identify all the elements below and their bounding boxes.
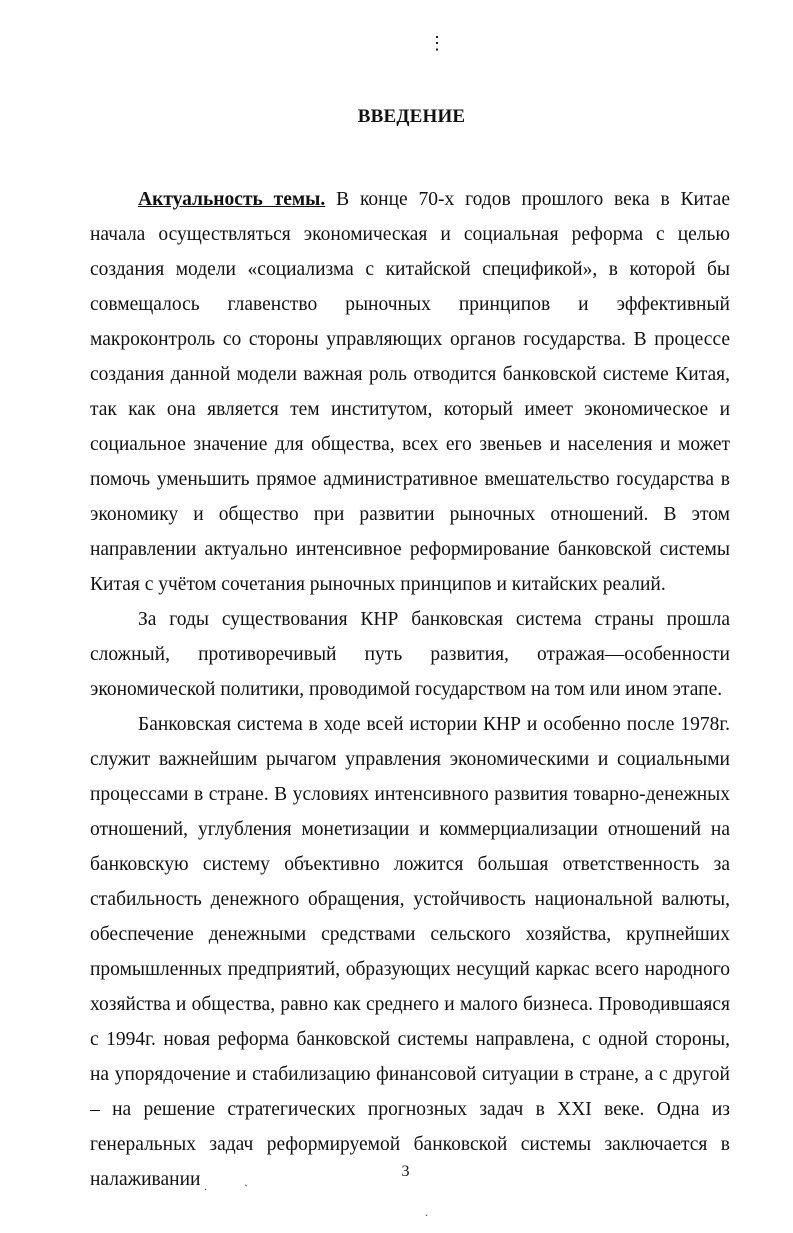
page-number: 3 [401,1163,410,1180]
paragraph-history [90,602,730,707]
top-margin-mark: ⋮ [428,33,446,53]
paragraph-text: В конце 70-х годов прошлого века в Китае начала осуществляться экономическая и социальная реформа с целью создания модели «социализма с китайской спецификой», в которой бы совмещалось главенство рыночных принципов и эффективный макроконтроль со стороны управляющих органов государства. В процессе создания данной модели важная роль отводится банковской системе Китая, так как она является тем институтом, который имеет экономическое и социальное значение для общества, всех его звеньев и населения и может помочь уменьшить прямое административное вмешательство государства в экономику и общество при развитии рыночных отношений. В этом направлении актуально интенсивное реформирование банковской системы Китая с учётом сочетания рыночных принципов и китайских реалий. [90,189,730,595]
paragraph-text: За годы существования КНР банковская система страны прошла сложный, противоречивый путь развития, отражая—особенности экономической политики, проводимой государством на том или ином этапе. [90,609,730,700]
page-title: ВВЕДЕНИЕ [357,106,466,127]
scan-speck: ˎ [244,1173,248,1187]
paragraph-banking-system [90,707,730,1197]
paragraph-text: Банковская система в ходе всей истории КНР и особенно после 1978г. служит важнейшим рычагом управления экономическими и социальными процессами в стране. В условиях интенсивного развития товарно-денежных отношений, углубления монетизации и коммерциализации отношений на банковскую систему объективно ложится большая ответственность за стабильность денежного обращения, устойчивость национальной валюты, обеспечение денежными средствами сельского хозяйства, крупнейших промышленных предприятий, образующих несущий каркас всего народного хозяйства и общества, равно как среднего и малого бизнеса. Проводившаяся с 1994г. новая реформа банковской системы направлена, с одной стороны, на упорядочение и стабилизацию финансовой ситуации в стране, а с другой – на решение стратегических прогнозных задач в XXI веке. Одна из генеральных задач реформируемой банковской системы заключается в налаживании [90,714,730,1190]
paragraph-relevance [90,182,730,602]
relevance-heading: Актуальность темы. [138,189,326,210]
body-text [90,182,730,1197]
scan-speck: . [425,1205,428,1219]
scan-speck: . [204,1179,207,1193]
